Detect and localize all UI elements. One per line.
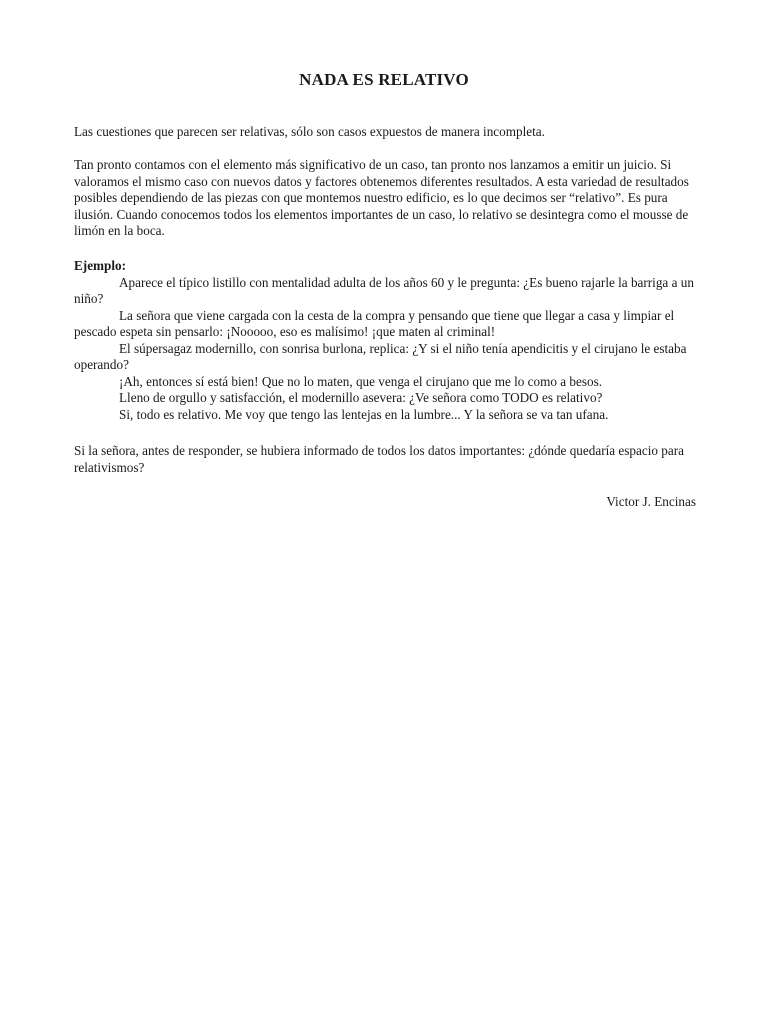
example-line: Lleno de orgullo y satisfacción, el modernillo asevera: ¿Ve señora como TODO es relativo? xyxy=(119,390,603,405)
example-heading: Ejemplo: xyxy=(74,258,127,273)
example-line: ¡Ah, entonces sí está bien! Que no lo maten, que venga el cirujano que me lo como a besos. xyxy=(119,373,603,389)
author-signature: Victor J. Encinas xyxy=(606,494,696,509)
example-section xyxy=(74,258,697,423)
intro-paragraph: Las cuestiones que parecen ser relativas, sólo son casos expuestos de manera incompleta. xyxy=(74,124,545,139)
document-title: NADA ES RELATIVO xyxy=(299,70,469,89)
example-line: Si, todo es relativo. Me voy que tengo las lentejas en la lumbre... Y la señora se va tan ufana. xyxy=(119,406,609,422)
example-line: Aparece el típico listillo con mentalidad adulta de los años 60 y le pregunta: ¿Es bueno rajarle la barriga a un niño? xyxy=(74,274,694,306)
closing-paragraph: Si la señora, antes de responder, se hubiera informado de todos los datos importantes: ¿dónde quedaría espacio para relativismos? xyxy=(74,443,684,475)
example-line: El súpersagaz modernillo, con sonrisa burlona, replica: ¿Y si el niño tenía apendicitis y el cirujano le estaba operando? xyxy=(74,340,687,372)
document-page xyxy=(74,0,697,1024)
example-line: La señora que viene cargada con la cesta de la compra y pensando que tiene que llegar a casa y limpiar el pescado espeta sin pensarlo: ¡Nooooo, eso es malísimo! ¡que maten al criminal! xyxy=(74,307,675,339)
body-paragraph: Tan pronto contamos con el elemento más significativo de un caso, tan pronto nos lanzamos a emitir un juicio. Si valoramos el mismo caso con nuevos datos y factores obtenemos diferentes resultados. A esta variedad de resultados posibles dependiendo de las piezas con que montemos nuestro edificio, es lo que decimos ser “relativo”. Es pura ilusión. Cuando conocemos todos los elementos importantes de un caso, lo relativo se desintegra como el mousse de limón en la boca. xyxy=(74,157,689,238)
